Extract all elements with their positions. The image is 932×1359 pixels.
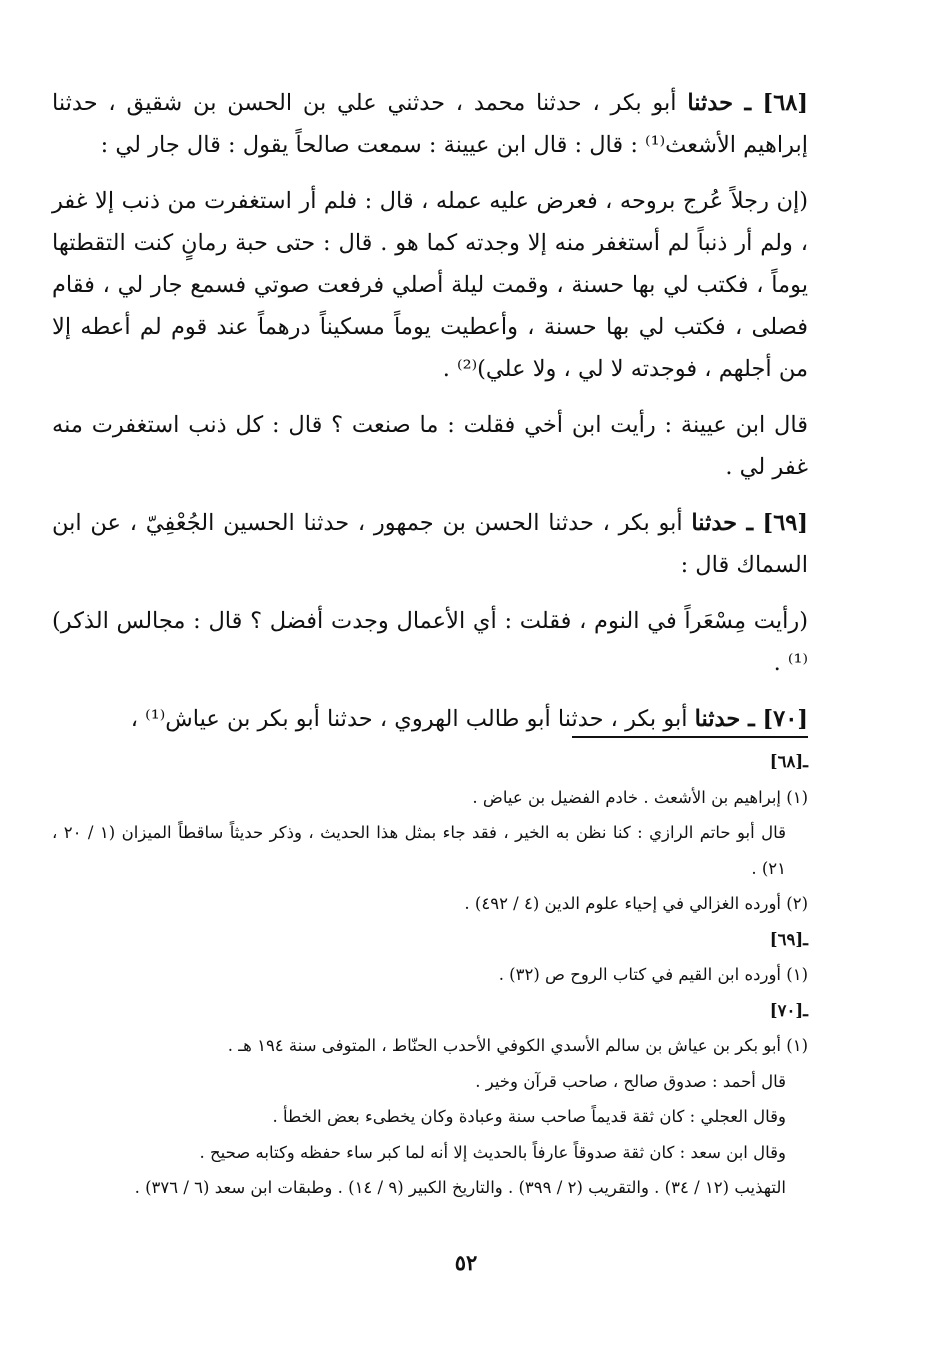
footnote: قال أبو حاتم الرازي : كنا نظن به الخير ، فقد جاء بمثل هذا الحديث ، وذكر حديثاً ساقطاً الميزان (١ / ٢٠ ، ٢١) . [52, 823, 786, 878]
main-text [52, 82, 808, 754]
hadith-label: [٧٠] ـ حدثنا [694, 706, 808, 732]
footnote: (١) إبراهيم بن الأشعث . خادم الفضيل بن عياض . [472, 787, 808, 807]
footnote: (١) أبو بكر بن عياش بن سالم الأسدي الكوفي الأحدب الحنّاط ، المتوفى سنة ١٩٤ هـ . [227, 1036, 808, 1055]
paragraph-text: أبو بكر ، حدثنا الحسن بن جمهور ، حدثنا الحسين الجُعْفِيّ ، عن ابن السماك قال : [52, 510, 808, 578]
paragraph-text: (إن رجلاً عُرج بروحه ، فعرض عليه عمله ، قال : فلم أر استغفرت من ذنب إلا غفر ، ولم أر ذنباً لم أستغفر منه إلا وجدته كما هو . قال : حتى حبة رمانٍ كنت التقطتها يوماً ، فكتب لي بها حسنة ، وقمت ليلة أصلي فرفعت صوتي فسمع جار لي ، فقام فصلى ، فكتب لي بها حسنة ، وأعطيت يوماً مسكيناً درهماً عند قوم لم أعطه إلا من أجلهم ، فوجدته لا لي ، ولا علي)⁽²⁾ . [52, 188, 808, 382]
footnote-separator [572, 736, 808, 738]
footnotes [52, 744, 808, 1206]
footnote: التهذيب (١٢ / ٣٤) . والتقريب (٢ / ٣٩٩) . والتاريخ الكبير (٩ / ١٤) . وطبقات ابن سعد (٦ / ٣٧٦) . [134, 1178, 786, 1197]
footnote-marker-70: ـ[٧٠] [769, 1000, 808, 1020]
hadith-label: [٦٨] ـ حدثنا [687, 90, 809, 116]
hadith-label: [٦٩] ـ حدثنا [691, 510, 809, 536]
paragraph-text: (رأيت مِسْعَراً في النوم ، فقلت : أي الأعمال وجدت أفضل ؟ قال : مجالس الذكر)⁽¹⁾ . [52, 608, 808, 676]
footnote: (٢) أورده الغزالي في إحياء علوم الدين (٤ / ٤٩٢) . [464, 894, 808, 913]
paragraph-68-quote [52, 180, 808, 390]
paragraph-text: قال ابن عيينة : رأيت ابن أخي فقلت : ما صنعت ؟ قال : كل ذنب استغفرت منه غفر لي . [52, 412, 808, 480]
paragraph-68-comment [52, 404, 808, 488]
paragraph-text: أبو بكر ، حدثنا محمد ، حدثني علي بن الحسن بن شقيق ، حدثنا إبراهيم الأشعث⁽¹⁾ : قال : قال ابن عيينة : سمعت صالحاً يقول : قال جار لي : [52, 90, 808, 158]
page-number: ٥٢ [454, 1250, 478, 1275]
footnote: وقال العجلي : كان ثقة قديماً صاحب سنة وعبادة وكان يخطىء بعض الخطأ . [272, 1107, 786, 1126]
paragraph-70 [52, 698, 808, 740]
paragraph-text: أبو بكر ، حدثنا أبو طالب الهروي ، حدثنا أبو بكر بن عياش⁽¹⁾ ، [130, 706, 695, 732]
footnote-marker-69: ـ[٦٩] [769, 929, 808, 949]
paragraph-68 [52, 82, 808, 166]
footnote: وقال ابن سعد : كان ثقة صدوقاً عارفاً بالحديث إلا أنه لما كبر ساء حفظه وكتابه صحيح . [199, 1142, 786, 1162]
footnote: قال أحمد : صدوق صالح ، صاحب قرآن وخير . [475, 1071, 786, 1091]
paragraph-69 [52, 502, 808, 586]
footnote: (١) أورده ابن القيم في كتاب الروح ص (٣٢) . [498, 965, 808, 984]
paragraph-69-quote [52, 600, 808, 684]
footnote-marker-68: ـ[٦٨] [769, 752, 808, 771]
